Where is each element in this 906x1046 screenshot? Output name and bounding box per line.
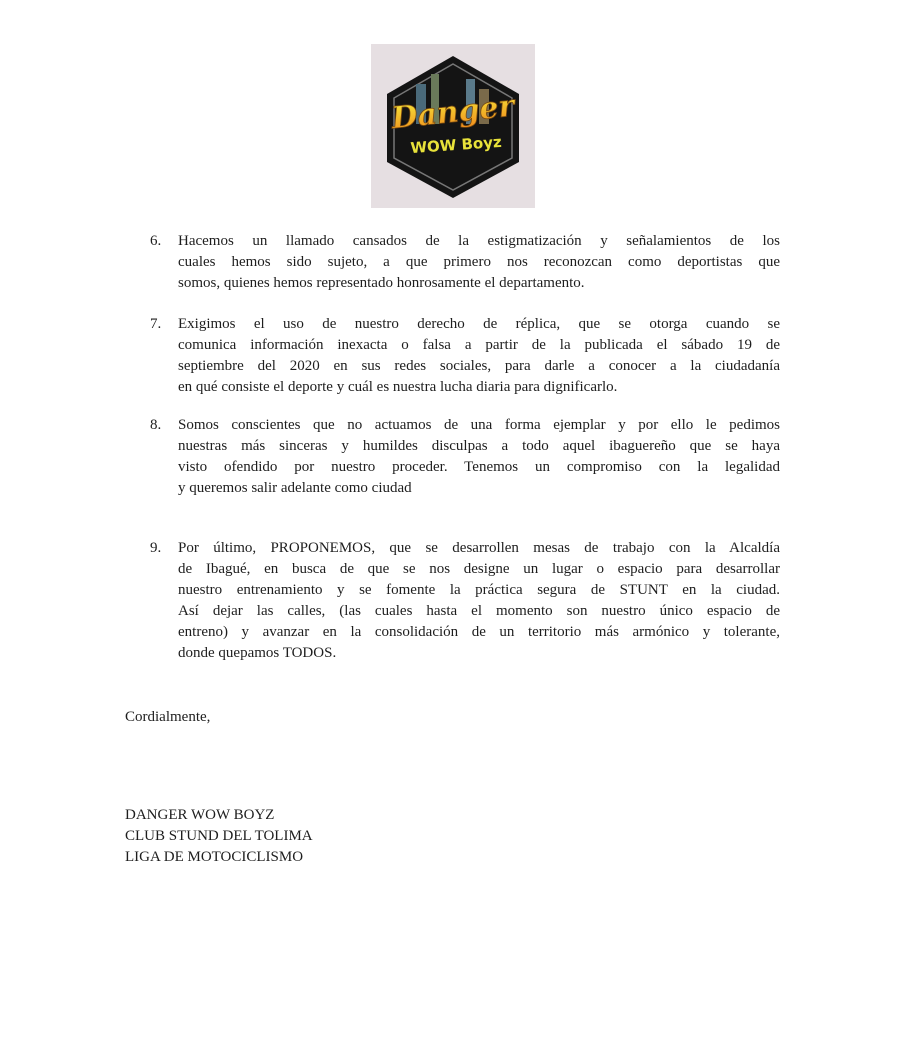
text-line: entreno) y avanzar en la consolidación de un territorio más armónico y tolerante, <box>178 624 780 640</box>
signature-block <box>125 805 313 868</box>
text-line: en qué consiste el deporte y cuál es nuestra lucha diaria para dignificarlo. <box>178 379 618 395</box>
text-line: de Ibagué, en busca de que se nos designe un lugar o espacio para desarrollar <box>178 561 780 577</box>
signature-line: CLUB STUND DEL TOLIMA <box>125 828 313 844</box>
text-line: nuestras más sinceras y humildes disculpas a todo aquel ibaguereño que se haya <box>178 438 780 454</box>
signature-line: DANGER WOW BOYZ <box>125 807 275 823</box>
logo-text-1: Danger <box>389 88 516 137</box>
text-line: y queremos salir adelante como ciudad <box>178 480 412 496</box>
item-text <box>178 538 780 664</box>
logo-text-2: WOW Boyz <box>409 132 503 158</box>
club-logo <box>371 44 535 208</box>
signature-line: LIGA DE MOTOCICLISMO <box>125 849 304 865</box>
text-line: Somos conscientes que no actuamos de una forma ejemplar y por ello le pedimos <box>178 417 780 433</box>
list-item <box>150 314 780 398</box>
logo-emblem <box>371 44 535 208</box>
item-text <box>178 415 780 499</box>
item-number: 8. <box>150 417 162 433</box>
text-line: somos, quienes hemos representado honrosamente el departamento. <box>178 275 585 291</box>
text-line: nuestro entrenamiento y se fomente la práctica segura de STUNT en la ciudad. <box>178 582 780 598</box>
text-line: Exigimos el uso de nuestro derecho de réplica, que se otorga cuando se <box>178 316 780 332</box>
text-line: comunica información inexacta o falsa a partir de la publicada el sábado 19 de <box>178 337 780 353</box>
text-line: donde quepamos TODOS. <box>178 645 337 661</box>
item-number: 6. <box>150 233 162 249</box>
item-number: 7. <box>150 316 162 332</box>
closing: Cordialmente, <box>125 709 211 725</box>
text-line: cuales hemos sido sujeto, a que primero nos reconozcan como deportistas que <box>178 254 780 270</box>
list-item <box>150 231 780 294</box>
text-line: Por último, PROPONEMOS, que se desarrollen mesas de trabajo con la Alcaldía <box>178 540 780 556</box>
list-item <box>150 538 780 664</box>
item-number: 9. <box>150 540 162 556</box>
text-line: septiembre del 2020 en sus redes sociales, para darle a conocer a la ciudadanía <box>178 358 780 374</box>
list-item <box>150 415 780 499</box>
text-line: Así dejar las calles, (las cuales hasta el momento son nuestro único espacio de <box>178 603 780 619</box>
text-line: visto ofendido por nuestro proceder. Tenemos un compromiso con la legalidad <box>178 459 780 475</box>
item-text <box>178 314 780 398</box>
text-line: Hacemos un llamado cansados de la estigmatización y señalamientos de los <box>178 233 780 249</box>
item-text <box>178 231 780 294</box>
